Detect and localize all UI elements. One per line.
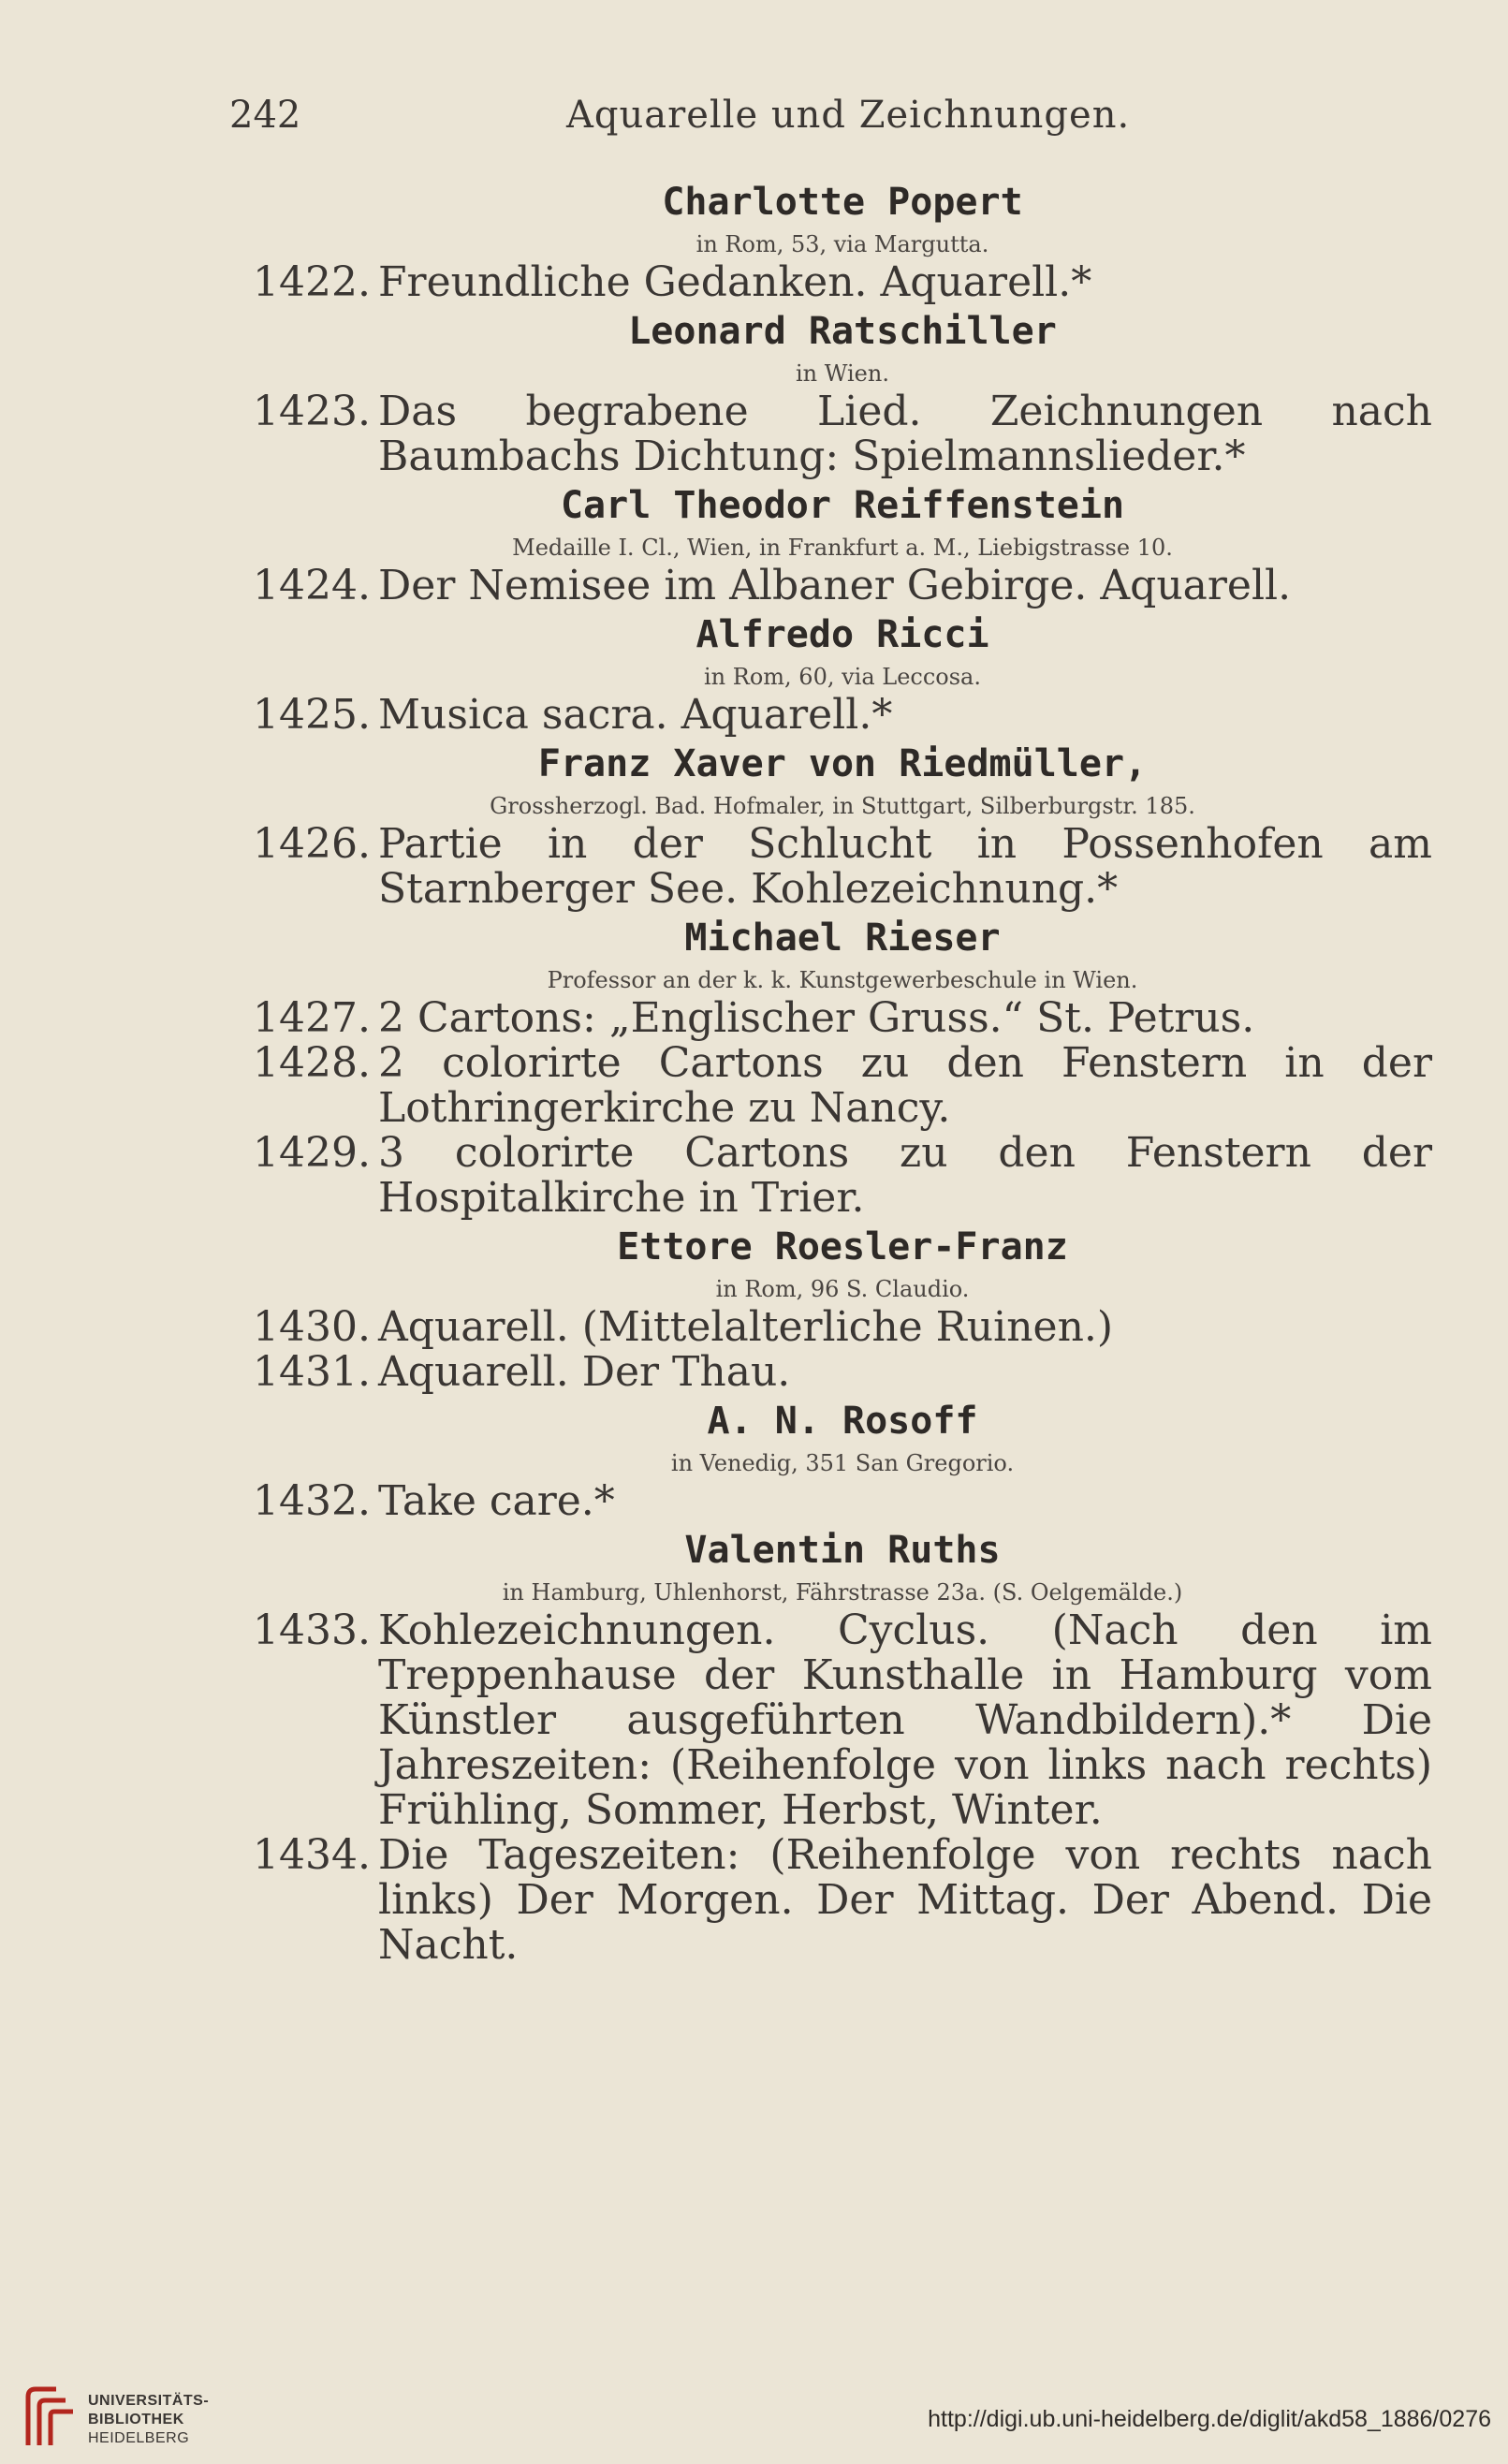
- entry-text: 3 colorirte Cartons zu den Fenstern der Hospitalkirche in Trier.: [378, 1129, 1432, 1222]
- entry-text: Die Tageszeiten: (Reihenfolge von rechts nach links) Der Morgen. Der Mittag. Der Abend. Die Nacht.: [378, 1831, 1432, 1969]
- artist-heading: [253, 1524, 1432, 1608]
- entry-text: Freundliche Gedanken. Aquarell.*: [378, 258, 1092, 306]
- entry-number: 1424.: [253, 562, 371, 609]
- entry-number: 1427.: [253, 994, 371, 1042]
- library-logo: [19, 2383, 210, 2451]
- entry-text: Das begrabene Lied. Zeichnungen nach Baumbachs Dichtung: Spielmannslieder.*: [378, 388, 1432, 480]
- artist-name: A. N. Rosoff: [707, 1400, 978, 1443]
- catalog-entry: [253, 693, 1432, 738]
- entry-number: 1428.: [253, 1039, 371, 1087]
- catalog-entry: [253, 1833, 1432, 1968]
- entry-text: 2 Cartons: „Englischer Gruss.“ St. Petrus.: [378, 994, 1255, 1042]
- artist-info: in Rom, 53, via Margutta.: [695, 231, 989, 257]
- catalog-entry: [253, 389, 1432, 479]
- catalog-entry: [253, 1041, 1432, 1131]
- entry-text: Partie in der Schlucht in Possenhofen am Starnberger See. Kohlezeichnung.*: [378, 820, 1432, 913]
- entry-number: 1429.: [253, 1129, 371, 1177]
- entry-text: Kohlezeichnungen. Cyclus. (Nach den im Treppenhause der Kunsthalle in Hamburg vom Künstler ausgeführten Wandbildern).* Die Jahreszeiten: (Reihenfolge von links nach rechts) Frühling, Sommer, Herbst, Winter.: [378, 1606, 1432, 1834]
- entry-number: 1426.: [253, 820, 371, 868]
- entry-number: 1430.: [253, 1303, 371, 1351]
- catalog-entry: [253, 1305, 1432, 1350]
- artist-heading: [253, 1395, 1432, 1479]
- entry-number: 1433.: [253, 1606, 371, 1654]
- catalog-entry: [253, 1131, 1432, 1221]
- artist-heading: [253, 305, 1432, 389]
- artist-name: Leonard Ratschiller: [628, 310, 1057, 353]
- artist-heading: [253, 738, 1432, 822]
- catalog-entry: [253, 1479, 1432, 1524]
- source-url-link[interactable]: http://digi.ub.uni-heidelberg.de/diglit/akd58_1886/0276: [928, 2406, 1491, 2432]
- artist-heading: [253, 912, 1432, 996]
- entry-number: 1425.: [253, 691, 371, 739]
- library-name-line3: HEIDELBERG: [88, 2430, 190, 2446]
- entry-number: 1434.: [253, 1831, 371, 1879]
- artist-heading: [253, 609, 1432, 693]
- artist-info: in Rom, 60, via Leccosa.: [704, 664, 981, 690]
- entry-text: Take care.*: [378, 1477, 615, 1525]
- running-title: Aquarelle und Zeichnungen.: [566, 94, 1131, 137]
- library-name-line1: UNIVERSITÄTS-: [88, 2393, 210, 2409]
- artist-heading: [253, 176, 1432, 260]
- entry-text: Aquarell. (Mittelalterliche Ruinen.): [378, 1303, 1114, 1351]
- entry-text: Musica sacra. Aquarell.*: [378, 691, 893, 739]
- entry-number: 1431.: [253, 1348, 371, 1396]
- artist-info: Medaille I. Cl., Wien, in Frankfurt a. M., Liebigstrasse 10.: [512, 535, 1173, 561]
- artist-info: in Wien.: [796, 360, 889, 387]
- artist-name: Valentin Ruths: [684, 1529, 1001, 1572]
- page-footer: [0, 2378, 1508, 2464]
- entry-number: 1432.: [253, 1477, 371, 1525]
- catalog-entry: [253, 996, 1432, 1041]
- artist-info: in Rom, 96 S. Claudio.: [715, 1276, 970, 1302]
- catalog-entry: [253, 1350, 1432, 1395]
- entry-number: 1422.: [253, 258, 371, 306]
- artist-name: Ettore Roesler-Franz: [617, 1225, 1068, 1269]
- artist-info: Professor an der k. k. Kunstgewerbeschule in Wien.: [547, 967, 1138, 993]
- artist-name: Alfredo Ricci: [695, 613, 989, 656]
- artist-name: Charlotte Popert: [662, 181, 1023, 224]
- page-header: [229, 94, 1446, 150]
- catalog-entry: [253, 564, 1432, 609]
- artist-heading: [253, 1221, 1432, 1305]
- entry-text: 2 colorirte Cartons zu den Fenstern in der Lothringerkirche zu Nancy.: [378, 1039, 1432, 1132]
- library-name-line2: BIBLIOTHEK: [88, 2412, 184, 2427]
- entry-text: Aquarell. Der Thau.: [378, 1348, 791, 1396]
- artist-info: Grossherzogl. Bad. Hofmaler, in Stuttgart, Silberburgstr. 185.: [490, 793, 1195, 819]
- artist-name: Franz Xaver von Riedmüller,: [537, 742, 1148, 785]
- artist-heading: [253, 479, 1432, 564]
- page-number: 242: [229, 94, 301, 137]
- catalog-entry: [253, 822, 1432, 912]
- catalog-entry: [253, 1608, 1432, 1833]
- library-logo-icon: [19, 2383, 79, 2451]
- artist-name: Carl Theodor Reiffenstein: [560, 484, 1125, 527]
- artist-name: Michael Rieser: [684, 917, 1001, 960]
- artist-info: in Hamburg, Uhlenhorst, Fährstrasse 23a. (S. Oelgemälde.): [502, 1579, 1183, 1606]
- catalog-content: [253, 176, 1432, 1968]
- catalog-entry: [253, 260, 1432, 305]
- artist-info: in Venedig, 351 San Gregorio.: [670, 1450, 1015, 1476]
- entry-number: 1423.: [253, 388, 371, 435]
- entry-text: Der Nemisee im Albaner Gebirge. Aquarell.: [378, 562, 1292, 609]
